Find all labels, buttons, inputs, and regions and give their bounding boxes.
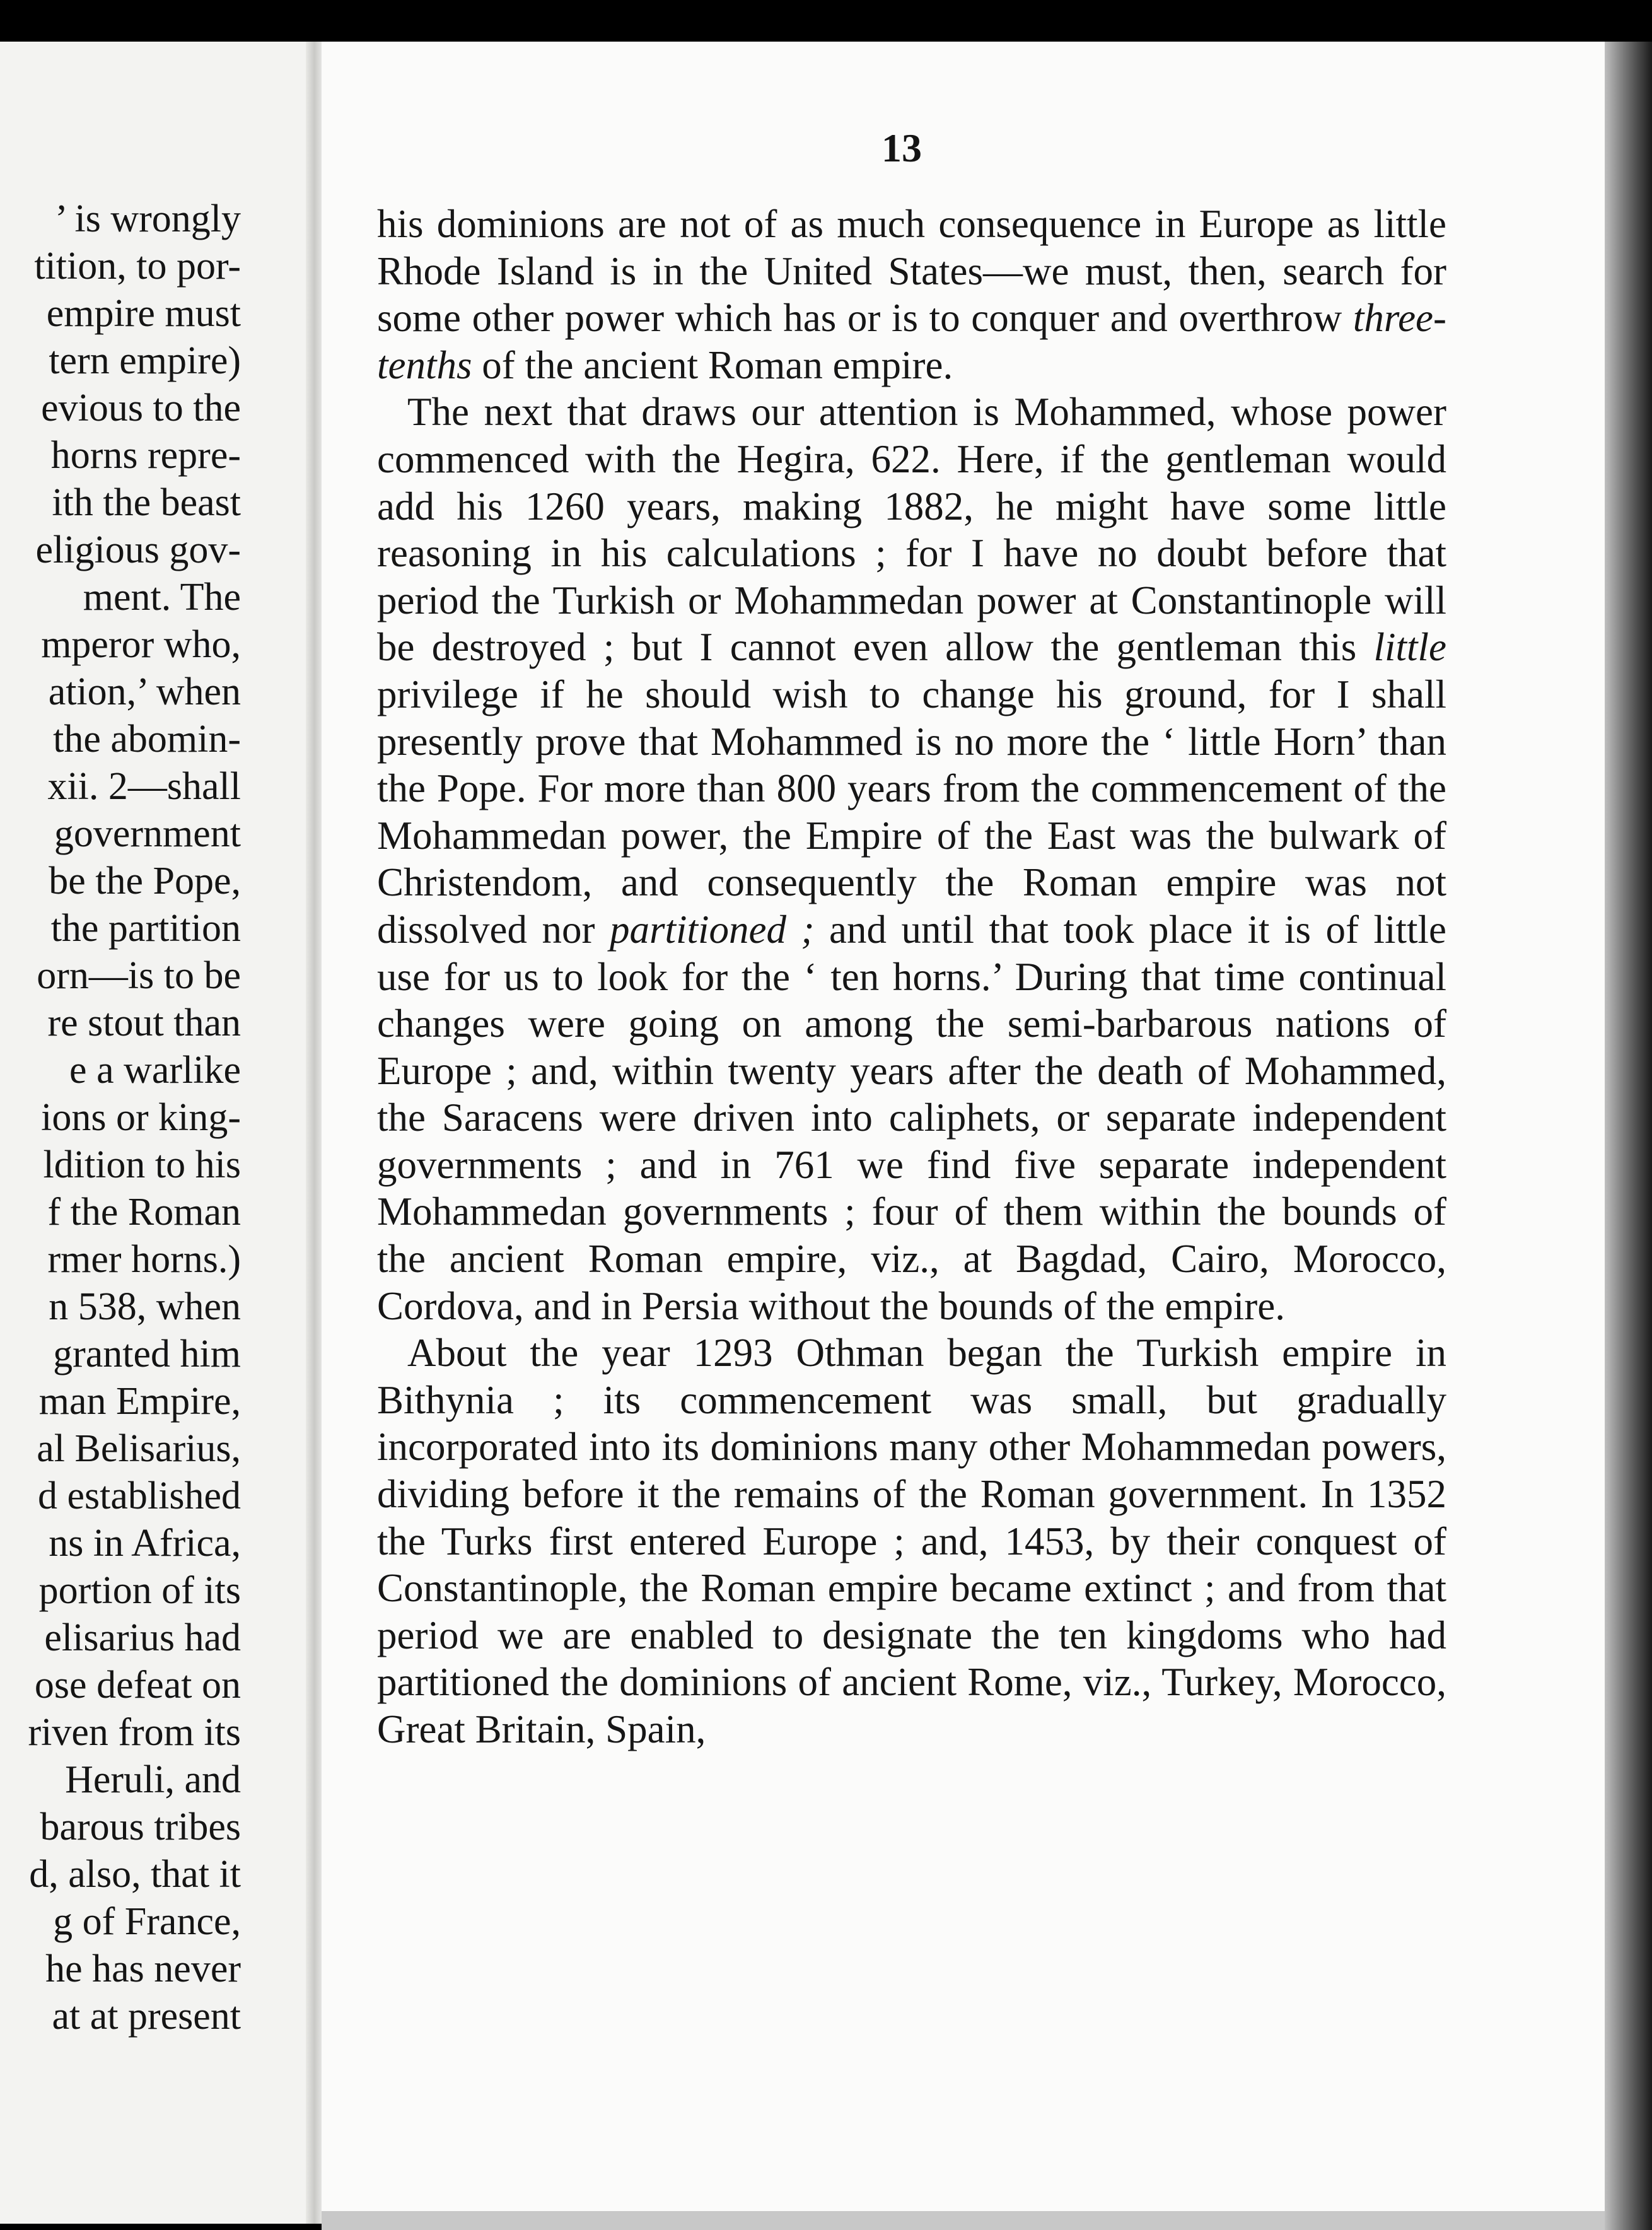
text-segment: and until that took place it is of little use for us to look for the ‘ ten horns.’ During that time continual changes were going on among the semi-barbarous nations of Europe ; and, within twenty years after the death of Mohammed, the Saracens were driven into caliphets, or separate independent governments ; and in 761 we find five separate independent Mohammedan governments ; four of them within the bounds of the ancient Roman empire, viz., at Bagdad, Cairo, Morocco, Cordova, and in Persia without the bounds of the empire. [377, 907, 1447, 1328]
left-page-line: re stout than [47, 1001, 241, 1044]
left-page-line: ith the beast [52, 481, 241, 524]
left-page-line: ose defeat on [34, 1664, 241, 1707]
left-page [0, 42, 315, 2224]
left-page-line: ns in Africa, [49, 1522, 241, 1565]
left-page-line: he has never [45, 1947, 241, 1990]
left-page-line: granted him [53, 1333, 241, 1375]
left-page-line: man Empire, [38, 1380, 241, 1423]
left-page-line: the abomin- [53, 718, 241, 761]
body-text [377, 201, 1446, 1753]
text-segment: of the ancient Roman empire. [472, 342, 953, 387]
left-page-line: d established [38, 1474, 241, 1517]
italic-text: little [1373, 625, 1446, 670]
left-page-line: tern empire) [49, 339, 241, 382]
left-page-line: ldition to his [43, 1143, 241, 1186]
page-bottom-edge [322, 2211, 1605, 2230]
italic-text: partitioned ; [610, 907, 815, 952]
left-page-line: horns repre- [50, 434, 241, 477]
left-page-line: tition, to por- [34, 245, 241, 288]
paragraph [377, 201, 1446, 388]
left-page-line: d, also, that it [29, 1853, 241, 1896]
left-page-line: be the Pope, [49, 860, 241, 902]
text-segment: his dominions are not of as much consequence in Europe as little Rhode Island is in the United States—we must, then, search for some other power which has or is to conquer and overthrow [377, 202, 1446, 341]
paragraph [377, 1329, 1446, 1753]
page-number: 13 [881, 126, 922, 170]
left-page-line: f the Roman [47, 1191, 241, 1234]
left-page-text [28, 196, 241, 2040]
left-page-line: riven from its [28, 1711, 241, 1754]
text-segment: About the year 1293 Othman began the Turkish empire in Bithynia ; its commencement was small, but gradually incorporated into its dominions many other Mohammedan powers, dividing before it the remains of the Roman government. In 1352 the Turks first entered Europe ; and, 1453, by their conquest of Constantinople, the Roman empire became extinct ; and from that period we are enabled to designate the ten kingdoms who had partitioned the dominions of ancient Rome, viz., Turkey, Morocco, Great Britain, Spain, [377, 1331, 1446, 1751]
left-page-line: ation,’ when [48, 670, 241, 713]
left-page-line: g of France, [53, 1900, 241, 1943]
text-segment: The next that draws our attention is Mohammed, whose power commenced with the Hegira, 622. Here, if the gentleman would add his 1260 years, making 1882, he might have some little reasoning in his calculations ; for I have no doubt before that period the Turkish or Mohammedan power at Constantinople will be destroyed ; but I cannot even allow the gentleman this [377, 390, 1446, 670]
scan-top-border [0, 0, 1652, 42]
left-page-line: empire must [46, 292, 241, 335]
text-segment: privilege if he should wish to change his ground, for I shall presently prove that Mohammed is no more the ‘ little Horn’ than the Pope. For more than 800 years from the commencement of the Mohammedan power, the Empire of the East was the bulwark of Christendom, and consequently the Roman empire was not dissolved nor [377, 672, 1446, 952]
left-page-line: orn—is to be [37, 954, 241, 997]
italic-text: three-tenths [377, 296, 1446, 387]
left-page-line: at at present [52, 1995, 241, 2038]
left-page-line: elisarius had [44, 1616, 241, 1659]
left-page-line: ment. The [83, 576, 241, 619]
left-page-line: ’ is wrongly [54, 197, 241, 240]
left-page-line: evious to the [41, 387, 241, 429]
paragraph [377, 388, 1446, 1329]
page-edge-shadow [1605, 42, 1652, 2230]
left-page-line: e a warlike [69, 1049, 241, 1092]
left-page-line: Heruli, and [65, 1758, 241, 1801]
left-page-line: al Belisarius, [37, 1427, 241, 1470]
left-page-line: rmer horns.) [47, 1238, 241, 1281]
left-page-line: eligious gov- [35, 528, 241, 571]
left-page-line: portion of its [38, 1569, 241, 1612]
left-page-line: government [54, 812, 241, 855]
left-page-line: mperor who, [41, 623, 241, 666]
left-page-line: the partition [50, 907, 241, 950]
left-page-line: n 538, when [49, 1285, 241, 1328]
left-page-line: ions or king- [41, 1096, 241, 1139]
left-page-line: barous tribes [40, 1806, 241, 1848]
left-page-line: xii. 2—shall [47, 765, 241, 808]
